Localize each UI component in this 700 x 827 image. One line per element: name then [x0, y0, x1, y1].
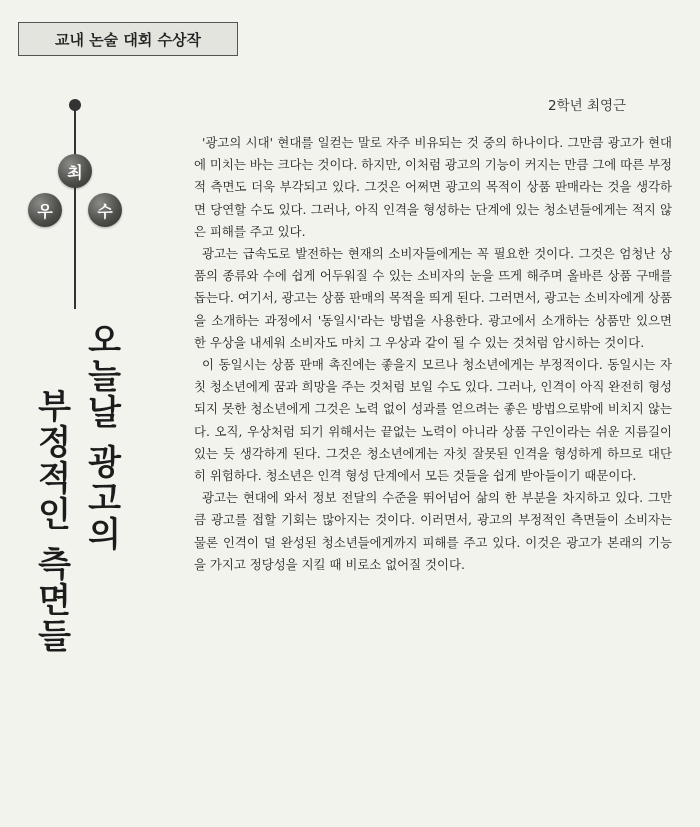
- article-body: [194, 132, 672, 576]
- award-badge-choe: 최: [58, 154, 92, 188]
- decorative-vertical-rule: [74, 104, 76, 309]
- award-badge-u: 우: [28, 193, 62, 227]
- award-badge-su: 수: [88, 193, 122, 227]
- paragraph-4: 광고는 현대에 와서 정보 전달의 수준을 뛰어넘어 삶의 한 부분을 차지하고 있다. 그만큼 광고를 접할 기회는 많아지는 것이다. 이러면서, 광고의 부정적인 측면들이 소비자는 물론 인격이 덜 완성된 청소년들에게까지 피해를 주고 있다. 이것은 광고가 본래의 기능을 가지고 정당성을 지킬 때 비로소 없어질 것이다.: [194, 490, 672, 572]
- author-byline: 2학년 최영근: [548, 98, 627, 114]
- paragraph-1: '광고의 시대' 현대를 일컫는 말로 자주 비유되는 것 중의 하나이다. 그만큼 광고가 현대에 미치는 바는 크다는 것이다. 하지만, 이처럼 광고의 기능이 커지는 만큼 그에 따른 부정적 측면도 더욱 부각되고 있다. 그것은 어쩌면 광고의 목적이 상품 판매라는 것을 생각하면 당연할 수도 있다. 그러나, 아직 인격을 형성하는 단계에 있는 청소년들에게는 적지 않은 피해를 주고 있다.: [194, 135, 673, 239]
- section-header-label: [18, 22, 238, 56]
- article-title-line1: 오늘날 광고의: [81, 322, 121, 552]
- article-title-line2: 부정적인 측면들: [31, 388, 71, 654]
- paragraph-3: 이 동일시는 상품 판매 촉진에는 좋을지 모르나 청소년에게는 부정적이다. 동일시는 자칫 청소년에게 꿈과 희망을 주는 것처럼 보일 수도 있다. 그러나, 인격이 아직 완전히 형성되지 못한 청소년에게 그것은 노력 없이 성과를 얻으려는 좋은 방법으로밖에 비치지 않는다. 오직, 우상처럼 되기 위해서는 끝없는 노력이 아니라 상품 구인이라는 쉬운 지름길이 있는 듯 생각하게 된다. 그것은 청소년에게는 자칫 잘못된 인격을 형성하게 하므로 대단히 위험하다. 청소년은 인격 형성 단계에서 모든 것들을 쉽게 받아들이기 때문이다.: [194, 357, 673, 484]
- section-header-text: 교내 논술 대회 수상작: [54, 30, 202, 49]
- paragraph-2: 광고는 급속도로 발전하는 현재의 소비자들에게는 꼭 필요한 것이다. 그것은 엄청난 상품의 종류와 수에 쉽게 어두워질 수 있는 소비자의 눈을 뜨게 해주며 올바른 상품 구매를 돕는다. 여기서, 광고는 상품 판매의 목적을 띄게 된다. 그러면서, 광고는 소비자에게 상품을 소개하는 과정에서 '동일시'라는 방법을 사용한다. 광고에서 소개하는 상품만 있으면 한 우상을 내세워 소비자도 마치 그 우상과 같이 될 수 있는 것처럼 암시하는 것이다.: [194, 246, 673, 350]
